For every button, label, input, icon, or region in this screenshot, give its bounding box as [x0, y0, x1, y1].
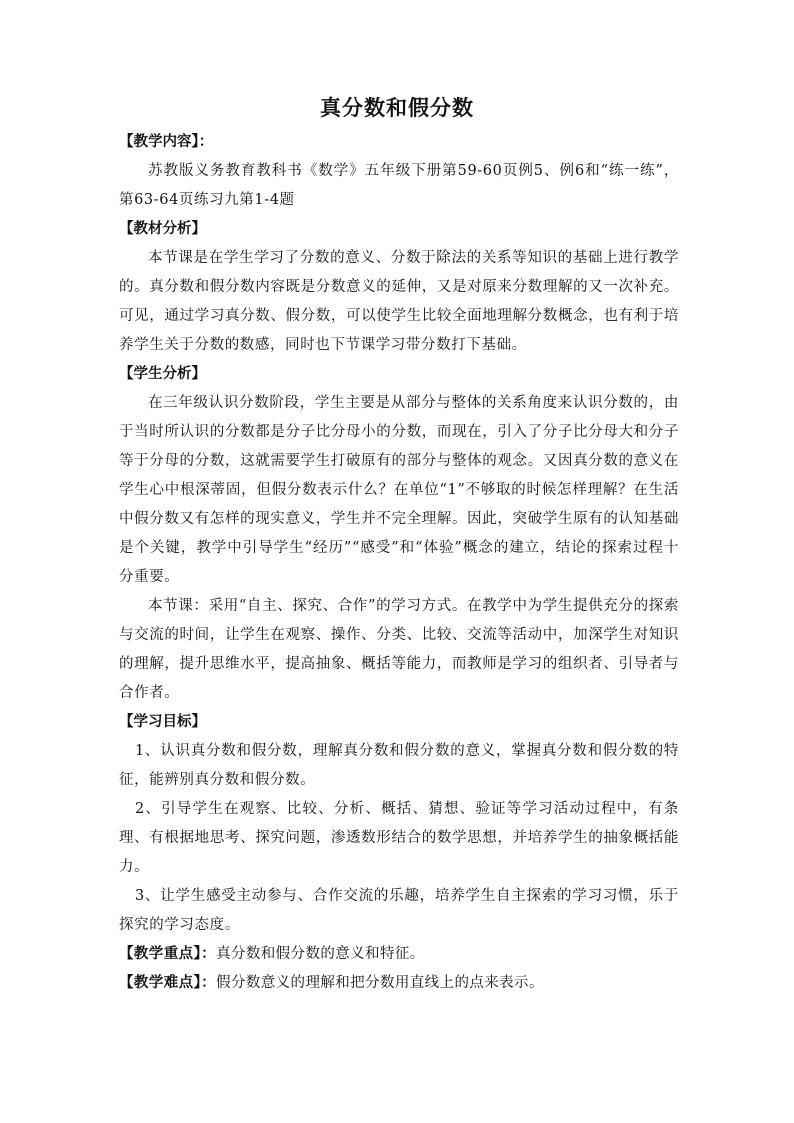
heading-colon: ：: [198, 134, 214, 150]
material-analysis-text: 本节课是在学生学习了分数的意义、分数于除法的关系等知识的基础上进行教学的。真分数和假分数内容既是分数意义的延伸，又是对原来分数理解的又一次补充。可见，通过学习真分数、假分数，可以使学生比较全面地理解分数概念，也有利于培养学生关于分数的数感，同时也下节课学习带分数打下基础。: [119, 250, 679, 353]
section-teaching-key: [119, 940, 679, 969]
section-heading: 【教学难点】: [119, 975, 202, 991]
heading-colon: ：: [201, 946, 217, 962]
section-teaching-content: [119, 128, 679, 157]
section-heading: 【教学内容】: [119, 134, 199, 150]
section-teaching-difficulty: [119, 969, 679, 998]
section-heading: 【教学重点】: [119, 946, 202, 962]
teaching-difficulty-text: 假分数意义的理解和把分数用直线上的点来表示。: [216, 975, 544, 991]
learning-goal-item: 2、引导学生在观察、比较、分析、概括、猜想、验证等学习活动过程中，有条理、有根据地思考、探究问题，渗透数形结合的数学思想，并培养学生的抽象概括能力。: [119, 801, 679, 875]
student-analysis-text-1: 在三年级认识分数阶段，学生主要是从部分与整体的关系角度来认识分数的，由于当时所认识的分数都是分子比分母小的分数，而现在，引入了分子比分母大和分子等于分母的分数，这就需要学生打破原有的部分与整体的观念。又因真分数的意义在学生心中根深蒂固，但假分数表示什么？在单位“1”不够取的时候怎样理解？在生活中假分数又有怎样的现实意义，学生并不完全理解。因此，突破学生原有的认知基础是个关键，教学中引导学生“经历”“感受”和“体验”概念的建立，结论的探索过程十分重要。: [119, 395, 679, 585]
heading-colon: ：: [201, 975, 217, 991]
document-body: [119, 128, 679, 998]
learning-goal-item: 1、认识真分数和假分数，理解真分数和假分数的意义，掌握真分数和假分数的特征，能辨别真分数和假分数。: [119, 743, 679, 788]
student-analysis-text-2: 本节课：采用“自主、探究、合作”的学习方式。在教学中为学生提供充分的探索与交流的时间，让学生在观察、操作、分类、比较、交流等活动中，加深学生对知识的理解，提升思维水平，提高抽象、概括等能力，而教师是学习的组织者、引导者与合作者。: [119, 598, 679, 701]
page-title: 真分数和假分数: [320, 96, 474, 120]
section-student-analysis: 【学生分析】: [119, 366, 206, 382]
learning-goal-item: 3、让学生感受主动参与、合作交流的乐趣，培养学生自主探索的学习习惯，乐于探究的学习态度。: [119, 888, 679, 933]
section-material-analysis: 【教材分析】: [119, 221, 206, 237]
section-learning-goals: 【学习目标】: [119, 714, 206, 730]
teaching-key-text: 真分数和假分数的意义和特征。: [216, 946, 425, 962]
teaching-content-text: 苏教版义务教育教科书《数学》五年级下册第59-60页例5、例6和“练一练”，第63-64页练习九第1-4题: [119, 163, 679, 208]
